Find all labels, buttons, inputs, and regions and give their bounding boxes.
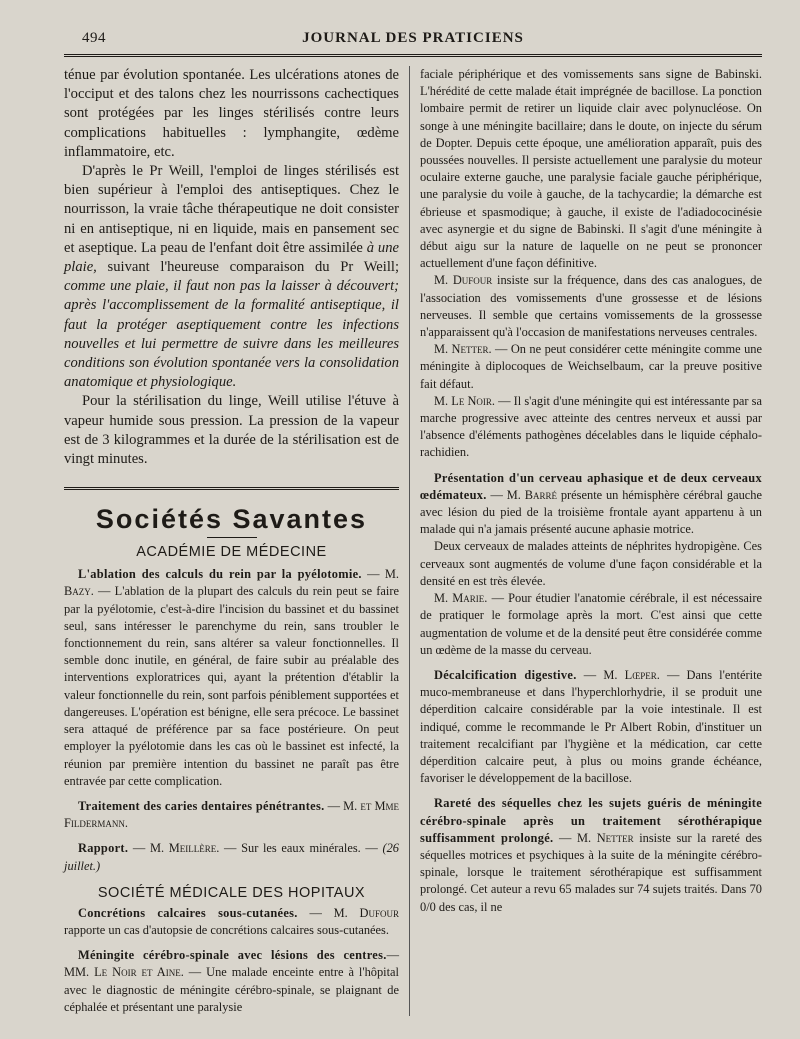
lenoir-text: — Il s'agit d'une méningite qui est intéressante par sa marche progressive avec atteinte des centres nerveux et aussi par l'absence d'éléments pathogènes décelables dans le liquide céphalo-rachidien.	[420, 393, 763, 460]
left-reports	[64, 566, 399, 874]
netter-text: — On ne peut considérer cette méningite comme une méningite à diplocoques de Weichselbaum, car la preuve positive fait défaut.	[420, 342, 762, 391]
concretions-author: M. Dufour	[333, 905, 400, 920]
rarete-report: Rareté des séquelles chez les sujets guéris de méningite cérébro-spinale après un traitement sérothérapique suffisamment prolongé. — M. Netter insiste sur la rareté des séquelles motrices et psychiques à la suite de la méningite cérébro-spinale, lorsque le traitement sérothérapique est suffisamment prolongé. Cet auteur a revu 65 malades sur 74 sujets traités. Dans 70 0/0 des cas, il ne	[420, 796, 762, 914]
p2-italic-d: comme une plaie, il faut non pas la laisser à découvert; après l'accomplissement de la formalité antiseptique, il faut la protéger aseptiquement contre les infections nouvelles et lui permettre de suivre dans les meilleures conditions son évolution spontanée vers la consolidation anatomique et physiologique.	[64, 278, 399, 391]
dufour-comment	[420, 272, 762, 341]
meningite-title: Méningite cérébro-spinale avec lésions des centres.	[78, 948, 387, 963]
lenoir-author: M. Le Noir.	[434, 393, 495, 408]
rapport-date: (26 juillet.)	[64, 841, 399, 873]
cerveau-author: M. Barré	[506, 487, 557, 502]
cerveau-text: présente un hémisphère cérébral gauche avec lésion du pied de la troisième frontale ayant appartenu à un malade qui n'a jamais présenté aucune aphasie motrice.	[420, 487, 762, 537]
meningite-authors: MM. Le Noir et Aine.	[64, 965, 184, 980]
netter-comment	[420, 341, 762, 393]
ablation-author: M. Bazy.	[64, 567, 399, 599]
caries-report: Traitement des caries dentaires pénétrantes. — M. et Mme Fildermann.	[64, 798, 399, 831]
header-rule	[64, 54, 762, 57]
p2-italic-b: à une plaie,	[64, 239, 399, 276]
rarete-title: Rareté des séquelles chez les sujets guéris de méningite cérébro-spinale après un traitement sérothérapique suffisamment prolongé.	[420, 796, 762, 845]
intro-paragraph-2	[64, 162, 399, 392]
rapport-author: M. Meillère.	[149, 841, 220, 856]
decalcification-report: Décalcification digestive. — M. Lœper. — Dans l'entérite muco-membraneuse et dans l'hyperchlorhydrie, il se produit une déperdition calcaire considérable par la voie intestinale. Il est indiqué, comme le recommande le Pr Albert Robin, d'instituer un traitement recalcifiant par l'hygiène et la médication, car cette déperdition calcaire peut, à plus ou moins grande échéance, favoriser le développement de la bacillose.	[420, 667, 763, 786]
meningite-text: Une malade enceinte entre à l'hôpital avec le diagnostic de méningite cérébro-spinale, se plaignant de céphalée et présentant une paralysie	[64, 965, 399, 1014]
intro-paragraph-3: Pour la stérilisation du linge, Weill utilise l'étuve à vapeur humide sous pression. La pression de la vapeur est de 3 kilogrammes et la durée de la stérilisation est de vingt minutes.	[64, 393, 399, 468]
intro-paragraph-1: ténue par évolution spontanée. Les ulcérations atones de l'occiput et des talons chez les nourrissons cachectiques sont protégées par les linges stérilisés contre leurs complications habituelles : lymphangite, œdème inflammatoire, etc.	[64, 67, 399, 160]
marie-author: M. Marie.	[434, 591, 488, 606]
meningite-report: Méningite cérébro-spinale avec lésions des centres.— MM. Le Noir et Aine. — Une malade enceinte entre à l'hôpital avec le diagnostic de méningite cérébro-spinale, se plaignant de céphalée et présentant une paralysie	[64, 948, 399, 1014]
section-title: Sociétés Savantes	[95, 504, 368, 535]
intro-text	[64, 66, 399, 469]
page-number: 494	[82, 30, 106, 46]
rapport-text: Sur les eaux minérales.	[241, 841, 361, 856]
right-column	[409, 66, 762, 1016]
caries-author: M. et Mme Fildermann.	[64, 798, 399, 831]
journal-title: JOURNAL DES PRATICIENS	[302, 30, 524, 46]
rarete-text: insiste sur la rareté des séquelles motrices et psychiques à la suite de la méningite cérébro-spinale, lorsque le traitement sérothérapique est suffisamment prolongé. Cet auteur a revu 65 malades sur 74 sujets traités. Dans 70 0/0 des cas, il ne	[420, 830, 762, 914]
cerveau-title: Présentation d'un cerveau aphasique et de deux cerveaux œdémateux.	[420, 470, 762, 502]
left-hopitaux-reports	[64, 905, 399, 1016]
cerveau-paragraph-2: Deux cerveaux de malades atteints de néphrites hydropigène. Ces cerveaux sont augmentés de volume d'une façon considérable et la densité en est très élevée.	[420, 539, 762, 588]
two-column-body	[64, 66, 762, 1016]
netter-author: M. Netter.	[434, 342, 492, 357]
concretions-title: Concrétions calcaires sous-cutanées.	[78, 905, 298, 920]
short-rule	[207, 537, 257, 538]
section-separator	[64, 487, 399, 490]
decalcification-text: — Dans l'entérite muco-membraneuse et dans l'hyperchlorhydrie, il se produit une déperdition calcaire considérable par la voie intestinale. Il est indiqué, comme le recommande le Pr Albert Robin, d'instituer un traitement recalcifiant par l'hygiène et la médication, car cette déperdition calcaire peut, à plus ou moins grande échéance, favoriser le développement de la bacillose.	[420, 667, 763, 786]
marie-comment	[420, 590, 762, 659]
hopitaux-heading: SOCIÉTÉ MÉDICALE DES HOPITAUX	[97, 884, 366, 901]
dufour-author: M. Dufour	[434, 273, 493, 288]
decalcification-title: Décalcification digestive.	[434, 667, 577, 682]
ablation-title: L'ablation des calculs du rein par la pyélotomie.	[78, 567, 362, 582]
page-header	[64, 26, 762, 52]
concretions-report: Concrétions calcaires sous-cutanées. — M. Dufour rapporte un cas d'autopsie de concrétions calcaires sous-cutanées.	[64, 905, 400, 937]
rapport-title: Rapport.	[78, 841, 129, 856]
academie-heading: ACADÉMIE DE MÉDECINE	[136, 544, 327, 561]
rapport-report: Rapport. — M. Meillère. — Sur les eaux minérales. — (26 juillet.)	[64, 841, 399, 873]
ablation-text: L'ablation de la plupart des calculs du rein peut se faire par la pyélotomie, c'est-à-dire l'incision du bassinet et du bassinet seul, sans intéresser le parenchyme du rein, sans troubler le fonctionnement du rein, sans altérer sa valeur fonctionnelles. Il semble donc inutile, en général, de faire subir au préalable des interventions exploratrices qui, ayant la prétention d'établir la valeur fonctionnelle du rein, sont parfois péniblement supportées et dangereuses. L'opération est bénigne, elle sera précoce. Le bassinet sera attaqué de préférence par sa face postérieure. On peut employer la pyélotomie dans les cas où le bassinet est infecté, la réunion par première intention du bassinet ne paraît pas être entravée par cette complication.	[64, 584, 399, 788]
left-column	[64, 66, 409, 1016]
cerveau-report: Présentation d'un cerveau aphasique et de deux cerveaux œdémateux. — M. Barré présente un hémisphère cérébral gauche avec lésion du pied de la troisième frontale ayant appartenu à un malade qui n'a jamais présenté aucune aphasie motrice.	[420, 470, 762, 537]
p2-text-c: suivant l'heureuse comparaison du Pr Weill;	[96, 259, 399, 276]
lenoir-comment	[420, 393, 762, 462]
ablation-report: L'ablation des calculs du rein par la pyélotomie. — M. Bazy. — L'ablation de la plupart des calculs du rein peut se faire par la pyélotomie, c'est-à-dire l'incision du bassinet et du bassinet seul, sans intéresser le parenchyme du rein, sans troubler le fonctionnement du rein, sans altérer sa valeur fonctionnelles. Il semble donc inutile, en général, de faire subir au préalable des interventions exploratrices qui, ayant la prétention d'établir la valeur fonctionnelle du rein, sont parfois péniblement supportées et dangereuses. L'opération est bénigne, elle sera précoce. Le bassinet sera attaqué de préférence par sa face postérieure. On peut employer la pyélotomie dans les cas où le bassinet est infecté, la réunion par première intention du bassinet ne paraît pas être entravée par cette complication.	[64, 567, 399, 788]
p2-text-a: D'après le Pr Weill, l'emploi de linges stérilisés est bien supérieur à l'emploi des antiseptiques. Chez le nourrisson, la vraie tâche thérapeutique ne doit consister ni en antiseptique, ni en liquide, mais en pansement sec et aseptique. La peau de l'enfant doit être assimilée	[64, 163, 399, 256]
marie-text: — Pour étudier l'anatomie cérébrale, il est nécessaire de pratiquer le formolage après la mort. C'est ainsi que cette augmentation de volume et de la densité peut être considérée comme un œdème de la masse du cerveau.	[420, 591, 762, 657]
rarete-author: M. Netter	[577, 830, 634, 845]
caries-title: Traitement des caries dentaires pénétrantes.	[78, 798, 325, 813]
meningite-continuation: faciale périphérique et des vomissements sans signe de Babinski. L'hérédité de cette malade était imprégnée de bacillose. La ponction lombaire permit de retirer un liquide clair avec polynucléose. On songe à une méningite bacillaire; dans le doute, on injecte du sérum de Dopter. Depuis cette époque, une amélioration apparaît, puis des poussées nouvelles. Il persiste actuellement une paralysie du moteur oculaire externe gauche, une paralysie faciale gauche périphérique, une paralysie du voile à gauche, de la tachycardie; la démarche est ébrieuse et spasmodique; à gauche, il existe de l'adiadococinésie avec asynergie et du signe de Babinski. Il s'agit d'une méningite à début aigu sur la nature de laquelle on ne peut se prononcer actuellement d'une façon définitive.	[420, 67, 762, 271]
decalcification-author: M. Lœper.	[603, 667, 660, 682]
dufour-text: insiste sur la fréquence, dans des cas analogues, de l'association des vomissements d'une grossesse et de lésions nerveuses. Il semble que certains vomissements de la grossesse n'apparaissent qu'à l'occasion de manifestations nerveuses centrales.	[420, 273, 762, 340]
concretions-text: rapporte un cas d'autopsie de concrétions calcaires sous-cutanées.	[64, 922, 389, 937]
